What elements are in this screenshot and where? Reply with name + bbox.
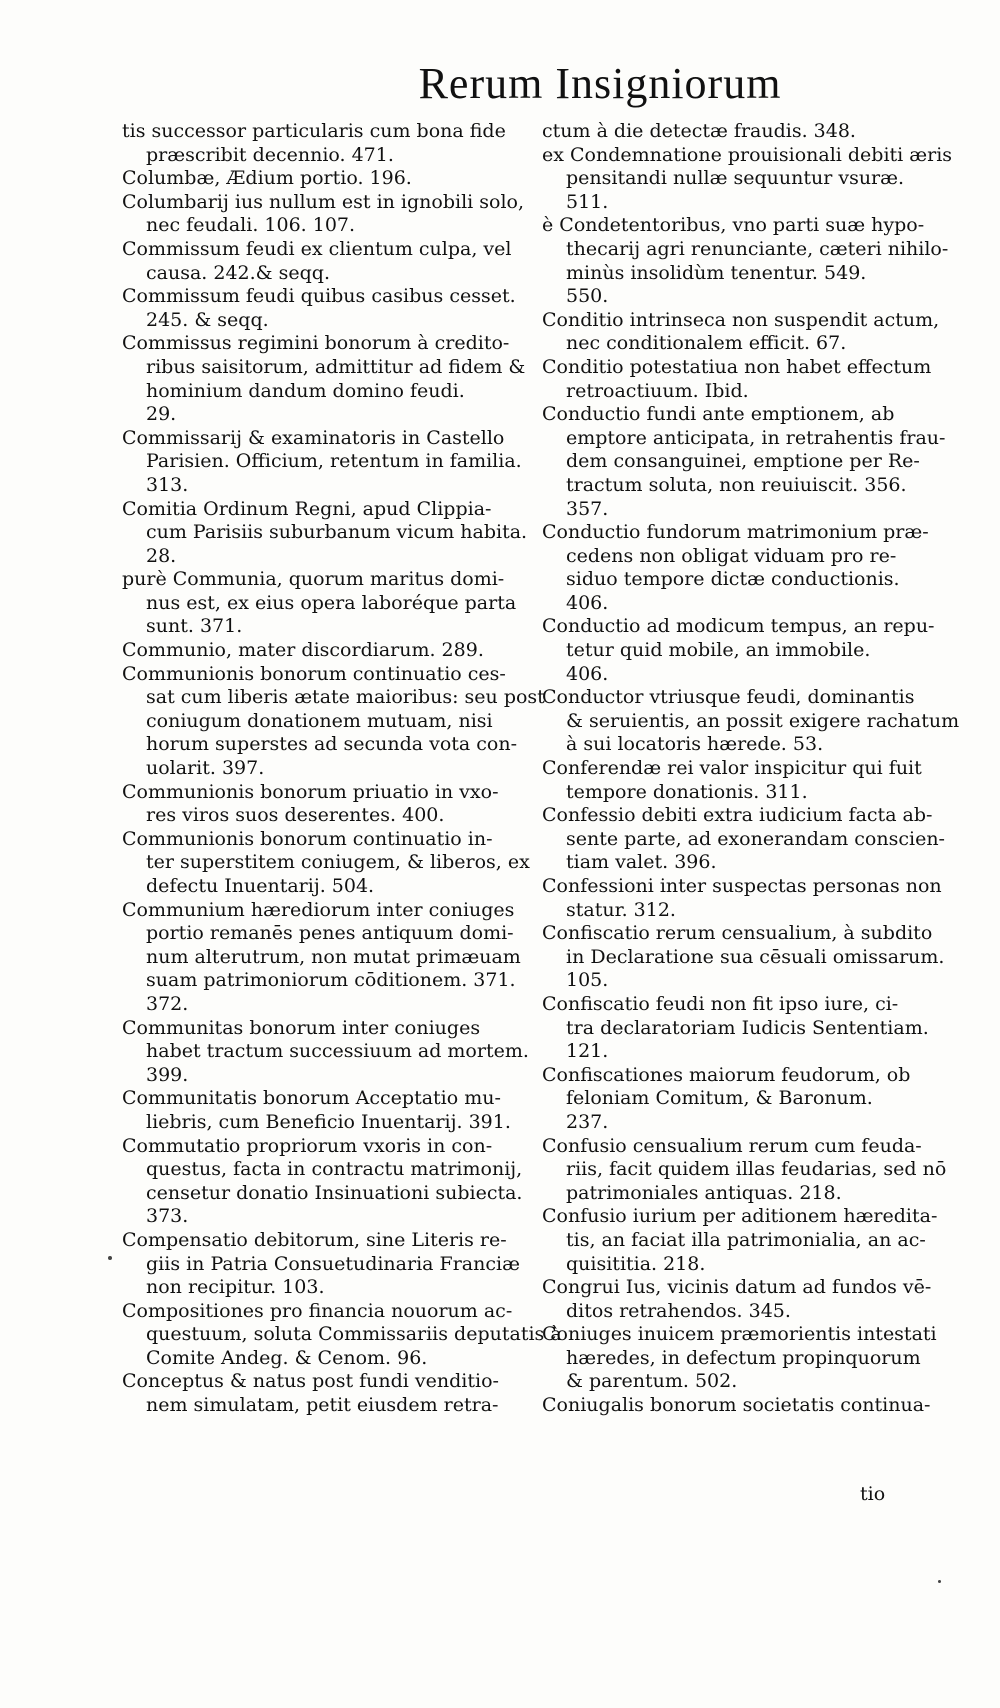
index-entry-continuation-line: nus est, ex eius opera laboréque parta xyxy=(146,591,517,614)
index-entry xyxy=(122,781,520,828)
index-entry-continuation-line: tetur quid mobile, an immobile. xyxy=(566,639,871,662)
index-entry-continuation-line: 105. xyxy=(566,969,609,992)
index-entry xyxy=(122,285,520,332)
index-entry-continuation-line: 399. xyxy=(146,1063,189,1086)
right-index-column xyxy=(542,120,960,1418)
index-entry-continuation-line: tempore donationis. 311. xyxy=(566,780,808,803)
index-entry xyxy=(122,497,528,569)
index-entry-continuation-line: dem consanguinei, emptione per Re- xyxy=(566,450,920,473)
index-entry xyxy=(542,214,949,308)
catchword: tio xyxy=(860,1483,886,1505)
index-entry-continuation-line: censetur donatio Insinuationi subiecta. xyxy=(146,1181,523,1204)
index-entry-continuation-line: 237. xyxy=(566,1110,609,1133)
index-entry-continuation-line: cedens non obligat viduam pro re- xyxy=(566,544,897,567)
index-entry-heading-line: Communionis bonorum priuatio in vxo- xyxy=(122,780,499,803)
index-entry xyxy=(542,308,940,356)
index-entry-continuation-line: questuum, soluta Commissariis deputatis à xyxy=(146,1323,562,1346)
index-entry-continuation-line: tis, an faciat illa patrimonialia, an ac- xyxy=(566,1228,926,1251)
index-entry xyxy=(542,120,920,144)
index-entry-continuation-line: & parentum. 502. xyxy=(566,1370,738,1393)
index-entry xyxy=(122,662,545,781)
index-entry-continuation-line: retroactiuum. Ibid. xyxy=(566,379,749,402)
index-entry-continuation-line: 550. xyxy=(566,285,609,308)
index-entry-heading-line: Congrui Ius, vicinis datum ad fundos vē- xyxy=(542,1276,932,1299)
index-entry-heading-line: Confessio debiti extra iudicium facta ab- xyxy=(542,804,933,827)
index-entry-heading-line: Columbarij ius nullum est in ignobili solo, xyxy=(122,190,525,213)
index-entry-heading-line: Conceptus & natus post fundi venditio- xyxy=(122,1370,499,1393)
index-entry-continuation-line: Parisien. Officium, retentum in familia. xyxy=(146,450,522,473)
index-entry-heading-line: Confiscatio rerum censualium, à subdito xyxy=(542,922,933,945)
index-entry-heading-line: Conductor vtriusque feudi, dominantis xyxy=(542,686,915,709)
index-entry xyxy=(542,1134,947,1206)
index-entry-continuation-line: ribus saisitorum, admittitur ad fidem & xyxy=(146,355,526,378)
index-entry-heading-line: Commissum feudi ex clientum culpa, vel xyxy=(122,237,512,260)
index-entry xyxy=(122,332,526,426)
index-entry-continuation-line: sente parte, ad exonerandam conscien- xyxy=(566,827,945,850)
index-entry xyxy=(122,1134,523,1229)
index-entry-heading-line: Communionis bonorum continuatio in- xyxy=(122,827,493,850)
index-entry-continuation-line: 28. xyxy=(146,544,177,567)
ink-speck xyxy=(108,1256,112,1260)
index-entry-continuation-line: feloniam Comitum, & Baronum. xyxy=(566,1087,873,1110)
index-entry-continuation-line: liebris, cum Beneficio Inuentarij. 391. xyxy=(146,1110,511,1133)
index-entry-continuation-line: quisititia. 218. xyxy=(566,1252,706,1275)
index-entry-continuation-line: siduo tempore dictæ conductionis. xyxy=(566,568,900,591)
index-entry xyxy=(542,355,932,403)
index-entry-continuation-line: Comite Andeg. & Cenom. 96. xyxy=(146,1346,428,1369)
left-index-column xyxy=(122,120,562,1418)
index-entry-heading-line: Confusio censualium rerum cum feuda- xyxy=(542,1134,922,1157)
index-entry-heading-line: Compensatio debitorum, sine Literis re- xyxy=(122,1228,507,1251)
index-entry-continuation-line: nec feudali. 106. 107. xyxy=(146,214,356,237)
index-entry xyxy=(122,238,520,285)
index-entry-continuation-line: habet tractum successiuum ad mortem. xyxy=(146,1040,529,1063)
index-entry xyxy=(542,143,953,215)
index-entry-heading-line: Conductio ad modicum tempus, an repu- xyxy=(542,615,935,638)
index-entry xyxy=(542,403,946,521)
index-entry-continuation-line: non recipitur. 103. xyxy=(146,1276,325,1299)
index-entry-continuation-line: statur. 312. xyxy=(566,898,676,921)
ink-speck xyxy=(938,1580,941,1583)
index-entry-continuation-line: tractum soluta, non reuiuiscit. 356. xyxy=(566,473,907,496)
index-entry-continuation-line: ter superstitem coniugem, & liberos, ex xyxy=(146,851,530,874)
index-entry-continuation-line: suam patrimoniorum cōditionem. 371. xyxy=(146,969,516,992)
index-entry-heading-line: Communitatis bonorum Acceptatio mu- xyxy=(122,1087,501,1110)
index-entry-continuation-line: horum superstes ad secunda vota con- xyxy=(146,733,518,756)
index-entry-continuation-line: 245. & seqq. xyxy=(146,308,269,331)
index-entry xyxy=(122,827,530,899)
index-entry xyxy=(122,1370,520,1417)
index-entry-continuation-line: tra declaratoriam Iudicis Sententiam. xyxy=(566,1016,929,1039)
index-entry-continuation-line: nem simulatam, petit eiusdem retra- xyxy=(146,1394,499,1417)
index-entry xyxy=(542,615,935,686)
index-entry xyxy=(542,875,942,922)
index-entry-continuation-line: patrimoniales antiquas. 218. xyxy=(566,1181,842,1204)
index-entry-heading-line: Confusio iurium per aditionem hæredita- xyxy=(542,1205,938,1228)
index-entry xyxy=(542,1394,931,1418)
index-entry xyxy=(122,427,520,498)
index-entry-continuation-line: tiam valet. 396. xyxy=(566,851,717,874)
index-entry xyxy=(122,568,520,639)
index-entry-heading-line: tis successor particularis cum bona fide xyxy=(122,120,506,142)
index-entry-heading-line: Coniugalis bonorum societatis continua- xyxy=(542,1394,931,1417)
index-entry-continuation-line: præscribit decennio. 471. xyxy=(146,143,394,166)
index-entry xyxy=(542,521,929,615)
index-entry-heading-line: Conductio fundorum matrimonium præ- xyxy=(542,521,929,544)
index-entry-continuation-line: thecarij agri renunciante, cæteri nihilo- xyxy=(566,237,949,260)
index-entry xyxy=(542,922,945,993)
index-entry-heading-line: è Condetentoribus, vno parti suæ hypo- xyxy=(542,214,925,237)
index-entry xyxy=(122,1016,529,1088)
index-entry xyxy=(542,804,945,875)
index-entry xyxy=(122,190,525,238)
running-head: Rerum Insigniorum xyxy=(418,59,782,108)
index-entry-heading-line: Communio, mater discordiarum. 289. xyxy=(122,639,484,662)
index-entry xyxy=(122,1229,520,1300)
index-entry-continuation-line: num alterutrum, non mutat primæuam xyxy=(146,945,521,968)
index-entry xyxy=(122,1087,520,1134)
index-entry-continuation-line: sat cum liberis ætate maioribus: seu post xyxy=(146,686,545,709)
index-entry-heading-line: Conductio fundi ante emptionem, ab xyxy=(542,403,895,426)
index-entry-continuation-line: sunt. 371. xyxy=(146,615,243,638)
index-entry-continuation-line: portio remanēs penes antiquum domi- xyxy=(146,922,514,945)
index-entry-heading-line: ex Condemnatione prouisionali debiti æris xyxy=(542,143,953,166)
index-entry-heading-line: ctum à die detectæ fraudis. 348. xyxy=(542,120,856,142)
index-entry-continuation-line: & seruientis, an possit exigere rachatum xyxy=(566,709,960,732)
index-entry-heading-line: Conditio potestatiua non habet effectum xyxy=(542,355,932,378)
index-entry-continuation-line: uolarit. 397. xyxy=(146,757,265,780)
index-entry-continuation-line: 406. xyxy=(566,662,609,685)
index-entry xyxy=(542,1064,920,1135)
index-entry-heading-line: Columbæ, Ædium portio. 196. xyxy=(122,167,412,190)
index-entry-heading-line: Conferendæ rei valor inspicitur qui fuit xyxy=(542,757,922,780)
index-entry-continuation-line: 373. xyxy=(146,1205,189,1228)
index-entry xyxy=(122,120,520,167)
index-entry-continuation-line: 121. xyxy=(566,1040,609,1063)
index-entry-continuation-line: 313. xyxy=(146,473,189,496)
index-entry-heading-line: Commissus regimini bonorum à credito- xyxy=(122,332,510,355)
index-entry xyxy=(542,1276,932,1323)
index-entry-heading-line: Commissum feudi quibus casibus cesset. xyxy=(122,285,516,308)
index-entry xyxy=(122,167,520,191)
index-entry-continuation-line: in Declaratione sua cēsuali omissarum. xyxy=(566,945,945,968)
index-entry-continuation-line: 511. xyxy=(566,190,609,213)
index-entry-heading-line: Commutatio propriorum vxoris in con- xyxy=(122,1134,493,1157)
index-entry-heading-line: Confiscationes maiorum feudorum, ob xyxy=(542,1063,911,1086)
index-entry-continuation-line: 372. xyxy=(146,992,189,1015)
index-entry-continuation-line: 29. xyxy=(146,403,177,426)
index-entry-heading-line: Comitia Ordinum Regni, apud Clippia- xyxy=(122,497,492,520)
index-entry-heading-line: Confiscatio feudi non fit ipso iure, ci- xyxy=(542,992,899,1015)
index-entry-continuation-line: nec conditionalem efficit. 67. xyxy=(566,332,847,355)
index-entry-continuation-line: res viros suos deserentes. 400. xyxy=(146,804,445,827)
index-entry-continuation-line: hæredes, in defectum propinquorum xyxy=(566,1346,921,1369)
index-entry xyxy=(122,899,520,1017)
index-entry xyxy=(542,1323,937,1394)
index-entry xyxy=(122,639,520,663)
index-entry-continuation-line: riis, facit quidem illas feudarias, sed nō xyxy=(566,1158,947,1181)
index-entry-continuation-line: 357. xyxy=(566,497,609,520)
index-entry-heading-line: Confessioni inter suspectas personas non xyxy=(542,875,942,897)
index-entry-continuation-line: 406. xyxy=(566,591,609,614)
index-entry-continuation-line: minùs insolidùm tenentur. 549. xyxy=(566,261,867,284)
index-entry-heading-line: Compositiones pro financia nouorum ac- xyxy=(122,1299,513,1322)
index-entry-continuation-line: causa. 242.& seqq. xyxy=(146,261,330,284)
index-entry-heading-line: Communitas bonorum inter coniuges xyxy=(122,1016,481,1039)
index-entry-heading-line: Communionis bonorum continuatio ces- xyxy=(122,662,506,685)
index-entry-continuation-line: defectu Inuentarij. 504. xyxy=(146,875,375,897)
index-entry xyxy=(542,992,929,1064)
index-entry-continuation-line: à sui locatoris hærede. 53. xyxy=(566,733,824,756)
index-entry xyxy=(542,686,960,757)
index-entry-heading-line: Communium hærediorum inter coniuges xyxy=(122,898,515,921)
index-entry-continuation-line: questus, facta in contractu matrimonij, xyxy=(146,1158,523,1181)
index-entry-heading-line: Commissarij & examinatoris in Castello xyxy=(122,426,505,449)
index-entry-heading-line: Coniuges inuicem præmorientis intestati xyxy=(542,1323,937,1346)
index-entry-continuation-line: ditos retrahendos. 345. xyxy=(566,1299,791,1322)
index-entry-heading-line: Conditio intrinseca non suspendit actum, xyxy=(542,308,940,331)
index-entry-continuation-line: emptore anticipata, in retrahentis frau- xyxy=(566,426,946,449)
index-entry xyxy=(122,1299,562,1371)
index-entry xyxy=(542,1205,938,1276)
index-entry-continuation-line: coniugum donationem mutuam, nisi xyxy=(146,709,493,732)
index-entry-continuation-line: hominium dandum domino feudi. xyxy=(146,379,465,402)
index-entry xyxy=(542,757,920,804)
index-entry-continuation-line: giis in Patria Consuetudinaria Franciæ xyxy=(146,1252,520,1275)
index-entry-heading-line: purè Communia, quorum maritus domi- xyxy=(122,568,505,591)
index-entry-continuation-line: pensitandi nullæ sequuntur vsuræ. xyxy=(566,167,905,190)
index-entry-continuation-line: cum Parisiis suburbanum vicum habita. xyxy=(146,521,528,544)
